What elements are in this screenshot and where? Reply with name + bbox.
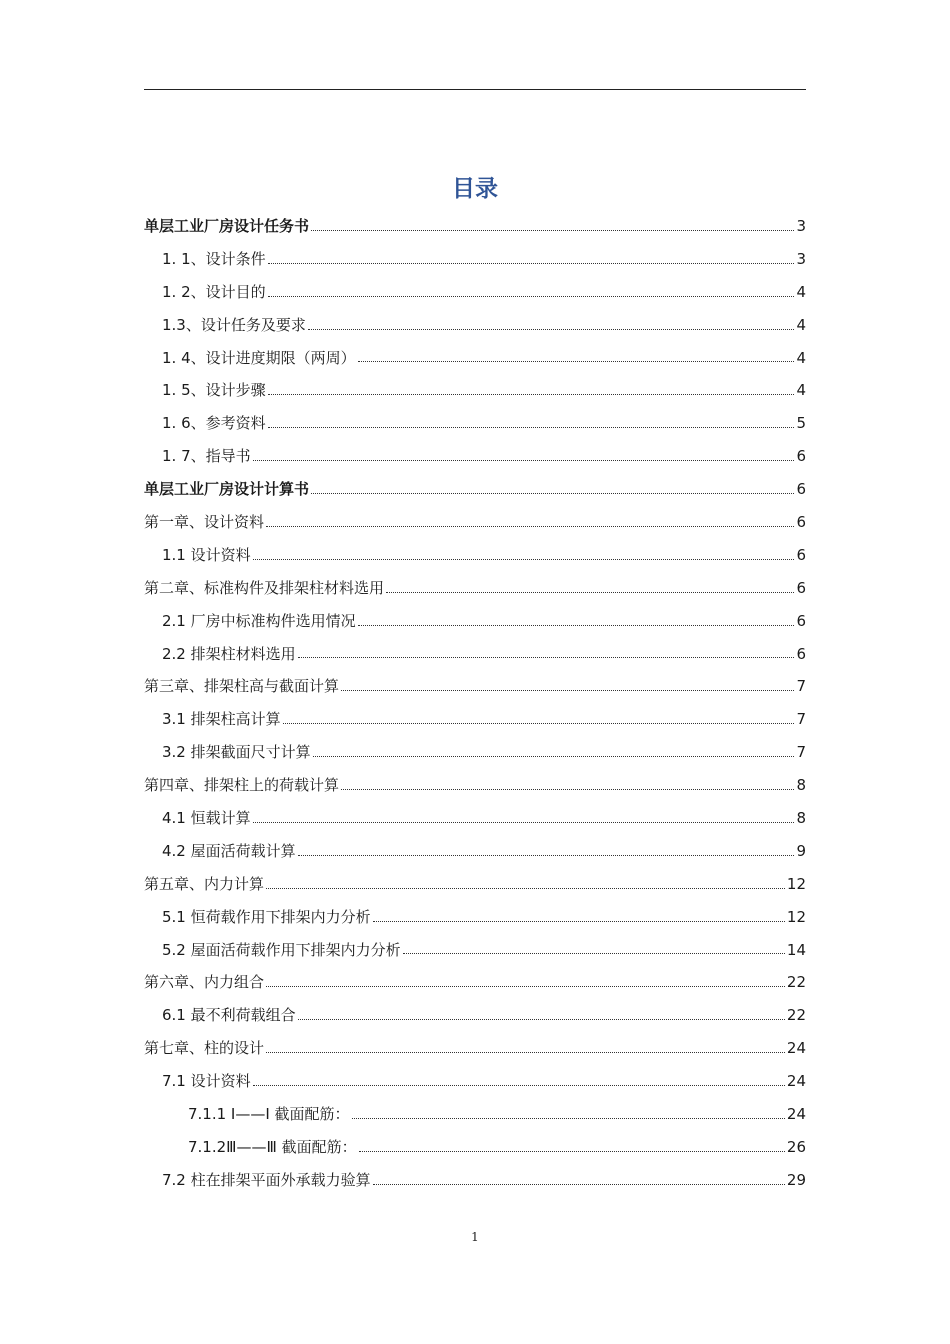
toc-leader-dots [358,625,795,626]
toc-entry-page: 22 [786,973,806,992]
toc-entry-label: 第五章、内力计算 [144,874,265,893]
toc-entry[interactable] [144,999,806,1032]
toc-entry[interactable] [144,1032,806,1065]
toc-entry-label: 1. 5、设计步骤 [162,381,266,400]
toc-entry-page: 6 [796,447,806,466]
toc-leader-dots [403,953,785,954]
toc-entry-label: 1. 7、指导书 [162,447,251,466]
toc-entry-page: 6 [796,513,806,532]
header-rule [144,89,806,90]
toc-entry[interactable] [144,506,806,539]
toc-entry[interactable] [144,703,806,736]
toc-entry[interactable] [144,605,806,638]
toc-leader-dots [283,723,795,724]
toc-entry-page: 8 [796,809,806,828]
toc-entry-label: 7.1.2Ⅲ——Ⅲ 截面配筋： [188,1137,357,1156]
toc-entry-label: 2.1 厂房中标准构件选用情况 [162,611,356,630]
toc-entry-page: 6 [796,480,806,499]
toc-entry-page: 4 [796,315,806,334]
toc-entry-page: 6 [796,545,806,564]
toc-entry-label: 1.1 设计资料 [162,545,251,564]
page-title: 目录 [452,176,498,202]
toc-entry[interactable] [144,835,806,868]
toc-entry-page: 24 [786,1072,806,1091]
toc-leader-dots [253,460,795,461]
toc-entry-label: 1. 6、参考资料 [162,414,266,433]
toc-leader-dots [253,1085,785,1086]
toc-leader-dots [311,493,794,494]
toc-entry-page: 6 [796,644,806,663]
table-of-contents [144,210,806,1197]
toc-entry-label: 第三章、排架柱高与截面计算 [144,677,340,696]
toc-entry[interactable] [144,966,806,999]
toc-entry-label: 1.3、设计任务及要求 [162,315,306,334]
toc-entry-label: 1. 1、设计条件 [162,249,266,268]
toc-leader-dots [341,690,794,691]
toc-leader-dots [373,1184,785,1185]
toc-entry[interactable] [144,243,806,276]
toc-entry-label: 2.2 排架柱材料选用 [162,644,296,663]
toc-leader-dots [268,263,795,264]
toc-entry-label: 第二章、标准构件及排架柱材料选用 [144,578,385,597]
toc-leader-dots [341,789,794,790]
toc-entry-page: 6 [796,578,806,597]
toc-entry[interactable] [144,374,806,407]
toc-entry-label: 5.1 恒荷载作用下排架内力分析 [162,907,371,926]
toc-entry-label: 7.2 柱在排架平面外承载力验算 [162,1170,371,1189]
toc-leader-dots [268,427,795,428]
page-number: 1 [471,1230,479,1244]
toc-leader-dots [373,921,785,922]
toc-entry-label: 4.2 屋面活荷载计算 [162,841,296,860]
toc-entry-page: 4 [796,282,806,301]
toc-leader-dots [266,888,785,889]
toc-entry[interactable] [144,1164,806,1197]
toc-leader-dots [308,329,795,330]
toc-entry-page: 5 [796,414,806,433]
toc-entry-label: 1. 4、设计进度期限（两周） [162,348,356,367]
toc-entry-page: 7 [796,743,806,762]
toc-entry-label: 6.1 最不利荷载组合 [162,1006,296,1025]
toc-leader-dots [298,657,795,658]
toc-entry-page: 7 [796,677,806,696]
toc-leader-dots [359,1151,785,1152]
toc-entry[interactable] [144,769,806,802]
toc-entry-page: 6 [796,611,806,630]
toc-entry[interactable] [144,1131,806,1164]
toc-entry-page: 24 [786,1039,806,1058]
toc-entry-page: 26 [786,1137,806,1156]
toc-leader-dots [298,855,795,856]
toc-entry[interactable] [144,473,806,506]
toc-entry-page: 4 [796,381,806,400]
toc-leader-dots [311,230,794,231]
toc-entry[interactable] [144,539,806,572]
toc-leader-dots [298,1019,785,1020]
toc-entry[interactable] [144,934,806,967]
toc-entry-label: 第七章、柱的设计 [144,1039,265,1058]
toc-leader-dots [266,1052,785,1053]
toc-entry-page: 3 [796,249,806,268]
toc-entry[interactable] [144,638,806,671]
toc-entry[interactable] [144,342,806,375]
toc-entry-page: 3 [796,217,806,235]
toc-entry-page: 4 [796,348,806,367]
toc-entry-label: 3.1 排架柱高计算 [162,710,281,729]
toc-entry-label: 7.1 设计资料 [162,1072,251,1091]
toc-leader-dots [358,361,795,362]
toc-entry[interactable] [144,407,806,440]
toc-entry-page: 24 [786,1105,806,1124]
toc-leader-dots [268,394,795,395]
toc-entry-label: 单层工业厂房设计任务书 [144,217,310,235]
toc-leader-dots [266,986,785,987]
toc-entry-page: 12 [786,874,806,893]
toc-entry-label: 3.2 排架截面尺寸计算 [162,743,311,762]
toc-leader-dots [313,756,795,757]
toc-entry-page: 7 [796,710,806,729]
toc-entry[interactable] [144,572,806,605]
toc-entry[interactable] [144,1065,806,1098]
toc-entry[interactable] [144,1098,806,1131]
toc-entry[interactable] [144,670,806,703]
toc-entry-label: 第一章、设计资料 [144,513,265,532]
toc-entry-page: 12 [786,907,806,926]
toc-entry-page: 22 [786,1006,806,1025]
toc-entry[interactable] [144,802,806,835]
toc-entry[interactable] [144,736,806,769]
toc-entry-label: 第四章、排架柱上的荷载计算 [144,776,340,795]
toc-entry[interactable] [144,276,806,309]
toc-entry-label: 7.1.1 Ⅰ——Ⅰ 截面配筋： [188,1105,350,1124]
toc-entry-page: 8 [796,776,806,795]
toc-entry-label: 4.1 恒载计算 [162,809,251,828]
toc-leader-dots [268,296,795,297]
toc-entry[interactable] [144,868,806,901]
toc-leader-dots [253,559,795,560]
toc-entry[interactable] [144,440,806,473]
toc-leader-dots [253,822,795,823]
toc-entry-label: 1. 2、设计目的 [162,282,266,301]
toc-entry-label: 单层工业厂房设计计算书 [144,480,310,499]
toc-entry-page: 29 [786,1170,806,1189]
toc-entry[interactable] [144,901,806,934]
toc-entry-page: 9 [796,841,806,860]
toc-entry-label: 5.2 屋面活荷载作用下排架内力分析 [162,940,401,959]
toc-leader-dots [266,526,794,527]
toc-leader-dots [386,592,794,593]
toc-entry-page: 14 [786,940,806,959]
toc-entry[interactable] [144,210,806,243]
toc-entry[interactable] [144,309,806,342]
toc-leader-dots [352,1118,785,1119]
toc-entry-label: 第六章、内力组合 [144,973,265,992]
